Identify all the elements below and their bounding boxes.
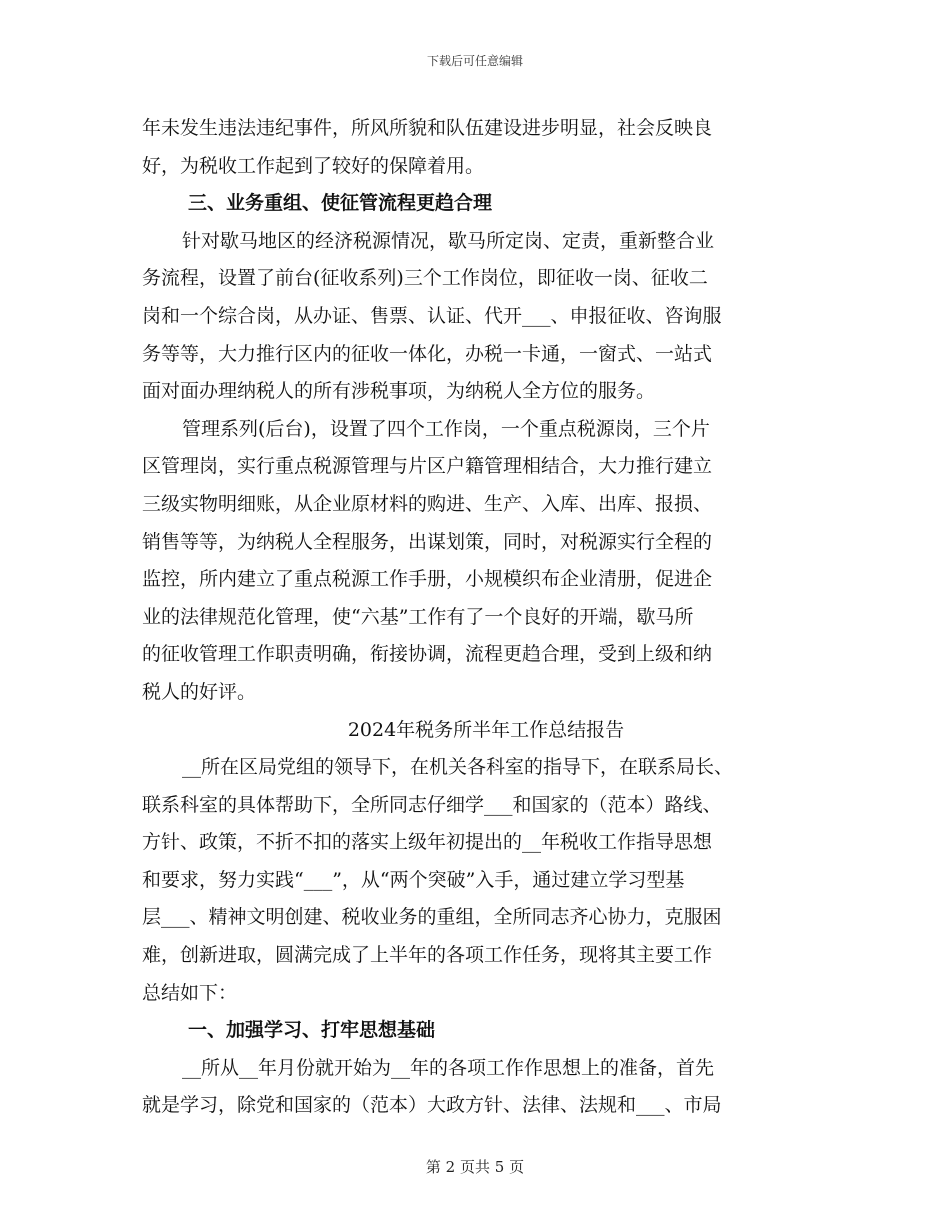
body-line: 难，创新进取，圆满完成了上半年的各项工作任务，现将其主要工作 [142, 944, 713, 967]
body-line: 业的法律规范化管理，使“六基”工作有了一个良好的开端，歇马所 [142, 605, 694, 628]
section-heading: 三、业务重组、使征管流程更趋合理 [188, 192, 493, 215]
body-line: 岗和一个综合岗，从办证、售票、认证、代开___、申报征收、咨询服 [142, 304, 722, 327]
document-body [142, 110, 812, 1125]
body-line: 销售等等，为纳税人全程服务，出谋划策，同时，对税源实行全程的 [142, 530, 713, 553]
body-line: 年未发生违法违纪事件，所风所貌和队伍建设进步明显，社会反映良 [142, 117, 713, 139]
body-line: 区管理岗，实行重点税源管理与片区户籍管理相结合，大力推行建立 [142, 455, 713, 478]
body-line: 方针、政策，不折不扣的落实上级年初提出的__年税收工作指导思想 [142, 831, 713, 854]
page-header: 下载后可任意编辑 [426, 54, 523, 68]
body-line: __所从__年月份就开始为__年的各项工作作思想上的准备，首先 [182, 1056, 715, 1079]
body-line: 管理系列(后台)，设置了四个工作岗，一个重点税源岗，三个片 [182, 417, 710, 440]
body-line: 监控，所内建立了重点税源工作手册，小规模织布企业清册，促进企 [142, 568, 713, 591]
body-line: 面对面办理纳税人的所有涉税事项，为纳税人全方位的服务。 [142, 380, 656, 403]
body-line: __所在区局党组的领导下，在机关各科室的指导下，在联系局长、 [182, 756, 734, 779]
body-line: 层___、精神文明创建、税收业务的重组，全所同志齐心协力，克服困 [142, 906, 722, 929]
body-line: 针对歇马地区的经济税源情况，歇马所定岗、定责，重新整合业 [182, 229, 715, 252]
body-line: 总结如下： [142, 981, 238, 1004]
section-heading: 一、加强学习、打牢思想基础 [188, 1019, 436, 1042]
body-line: 和要求，努力实践“___”，从“两个突破”入手，通过建立学习型基 [142, 868, 685, 891]
body-line: 三级实物明细账，从企业原材料的购进、生产、入库、出库、报损、 [142, 492, 713, 515]
page-number: 第 2 页共 5 页 [425, 1158, 525, 1176]
body-line: 务流程，设置了前台(征收系列)三个工作岗位，即征收一岗、征收二 [142, 267, 708, 290]
body-line: 好，为税收工作起到了较好的保障着用。 [142, 154, 485, 177]
document-title: 2024年税务所半年工作总结报告 [347, 718, 625, 741]
body-line: 的征收管理工作职责明确，衔接协调，流程更趋合理，受到上级和纳 [142, 643, 713, 666]
body-line: 就是学习，除党和国家的（范本）大政方针、法律、法规和___、市局 [142, 1094, 722, 1117]
body-line: 税人的好评。 [142, 680, 257, 703]
body-line: 务等等，大力推行区内的征收一体化，办税一卡通，一窗式、一站式 [142, 342, 713, 365]
body-line: 联系科室的具体帮助下，全所同志仔细学___和国家的（范本）路线、 [142, 793, 722, 816]
